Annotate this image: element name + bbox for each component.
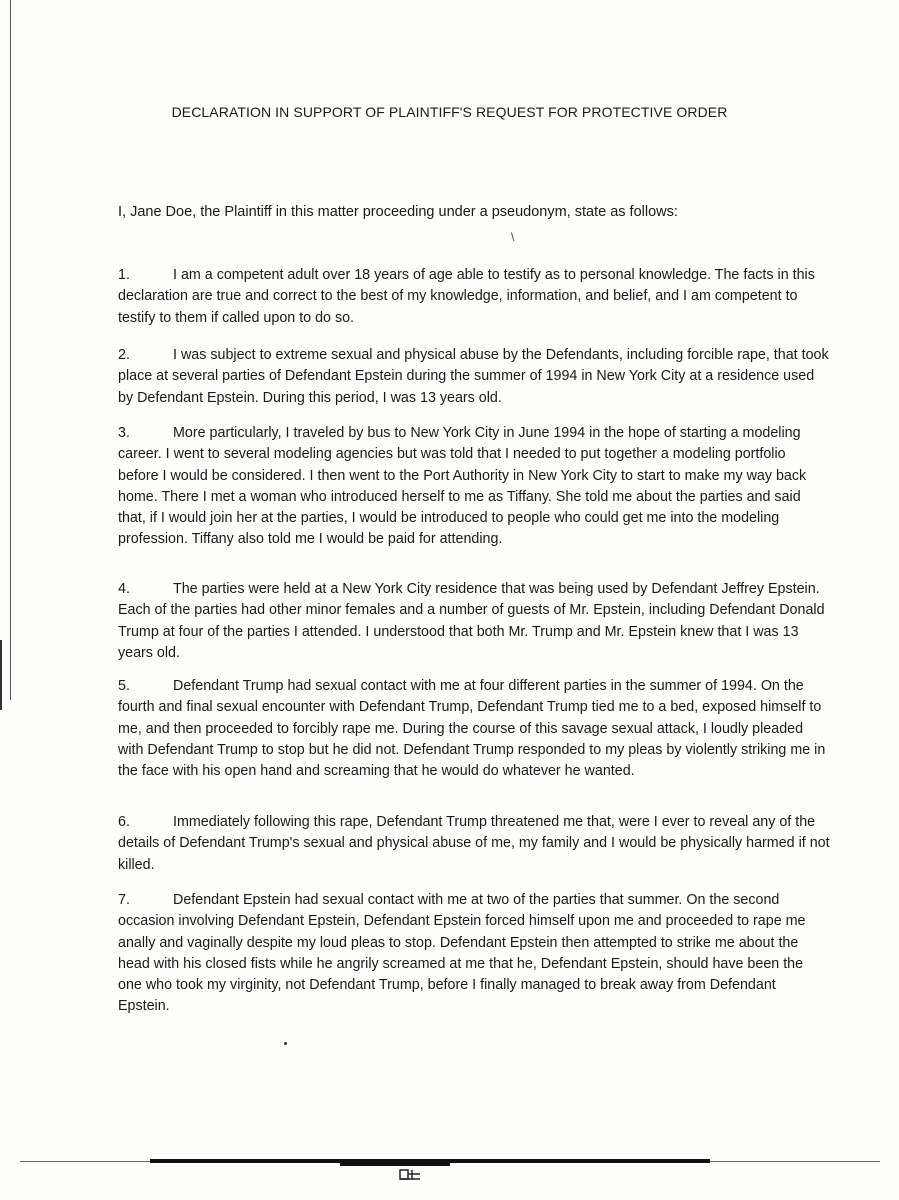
paragraph-7 [118,890,830,1018]
paragraph-number: 5. [118,678,130,694]
footer-scan-bar-thick [340,1160,450,1166]
paragraph-text: More particularly, I traveled by bus to New York City in June 1994 in the hope of starting a modeling career. I went to several modeling agencies but was told that I needed to put together a modeling portfolio before I would be considered. I then went to the Port Authority in New York City to start to make my way back home. There I met a woman who introduced herself to me as Tiffany. She told me about the parties and said that, if I would join her at the parties, I would be introduced to people who could get me into the modeling profession. Tiffany also told me I would be paid for attending. [118,425,807,548]
document-title: DECLARATION IN SUPPORT OF PLAINTIFF'S REQUEST FOR PROTECTIVE ORDER [171,104,728,120]
paragraph-6 [118,812,830,876]
paragraph-2 [118,345,830,409]
paragraph-4 [118,579,830,664]
footer-scan-glyph [398,1168,422,1182]
paragraph-text: Defendant Trump had sexual contact with me at four different parties in the summer of 1994. On the fourth and final sexual encounter with Defendant Trump, Defendant Trump tied me to a bed, exposed himself to me, and then proceeded to forcibly rape me. During the course of this savage sexual attack, I loudly pleaded with Defendant Trump to stop but he did not. Defendant Trump responded to my pleas by violently striking me in the face with his open hand and screaming that he would do whatever he wanted. [118,678,826,780]
paragraph-number: 3. [118,425,130,441]
paragraph-1 [118,265,830,329]
paragraph-text: I am a competent adult over 18 years of age able to testify as to personal knowledge. The facts in this declaration are true and correct to the best of my knowledge, information, and belief, and I am competent to testify to them if called upon to do so. [118,267,815,326]
paragraph-number: 7. [118,892,130,908]
paragraph-number: 1. [118,267,130,283]
paragraph-text: I was subject to extreme sexual and physical abuse by the Defendants, including forcible rape, that took place at several parties of Defendant Epstein during the summer of 1994 in New York City at a residence used by Defendant Epstein. During this period, I was 13 years old. [118,347,829,406]
intro-statement: I, Jane Doe, the Plaintiff in this matter proceeding under a pseudonym, state as follows: [118,204,678,220]
paragraph-text: The parties were held at a New York City residence that was being used by Defendant Jeffrey Epstein. Each of the parties had other minor females and a number of guests of Mr. Epstein, including Defendant Donald Trump at four of the parties I attended. I understood that both Mr. Trump and Mr. Epstein knew that I was 13 years old. [118,581,825,661]
paragraph-number: 4. [118,581,130,597]
paragraph-number: 6. [118,814,130,830]
scan-artifact-mark: \ [511,230,515,244]
paragraph-text: Immediately following this rape, Defendant Trump threatened me that, were I ever to reveal any of the details of Defendant Trump's sexual and physical abuse of me, my family and I would be physically harmed if not killed. [118,814,830,873]
paragraph-number: 2. [118,347,130,363]
paragraph-text: Defendant Epstein had sexual contact with me at two of the parties that summer. On the second occasion involving Defendant Epstein, Defendant Epstein forced himself upon me and proceeded to rape me anally and vaginally despite my loud pleas to stop. Defendant Epstein then attempted to strike me about the head with his closed fists while he angrily screamed at me that he, Defendant Epstein, should have been the one who took my virginity, not Defendant Trump, before I finally managed to break away from Defendant Epstein. [118,892,806,1015]
paragraph-3 [118,423,830,551]
scan-dot-mark [284,1042,287,1045]
scan-edge-mark [0,640,2,710]
paragraph-5 [118,676,830,782]
